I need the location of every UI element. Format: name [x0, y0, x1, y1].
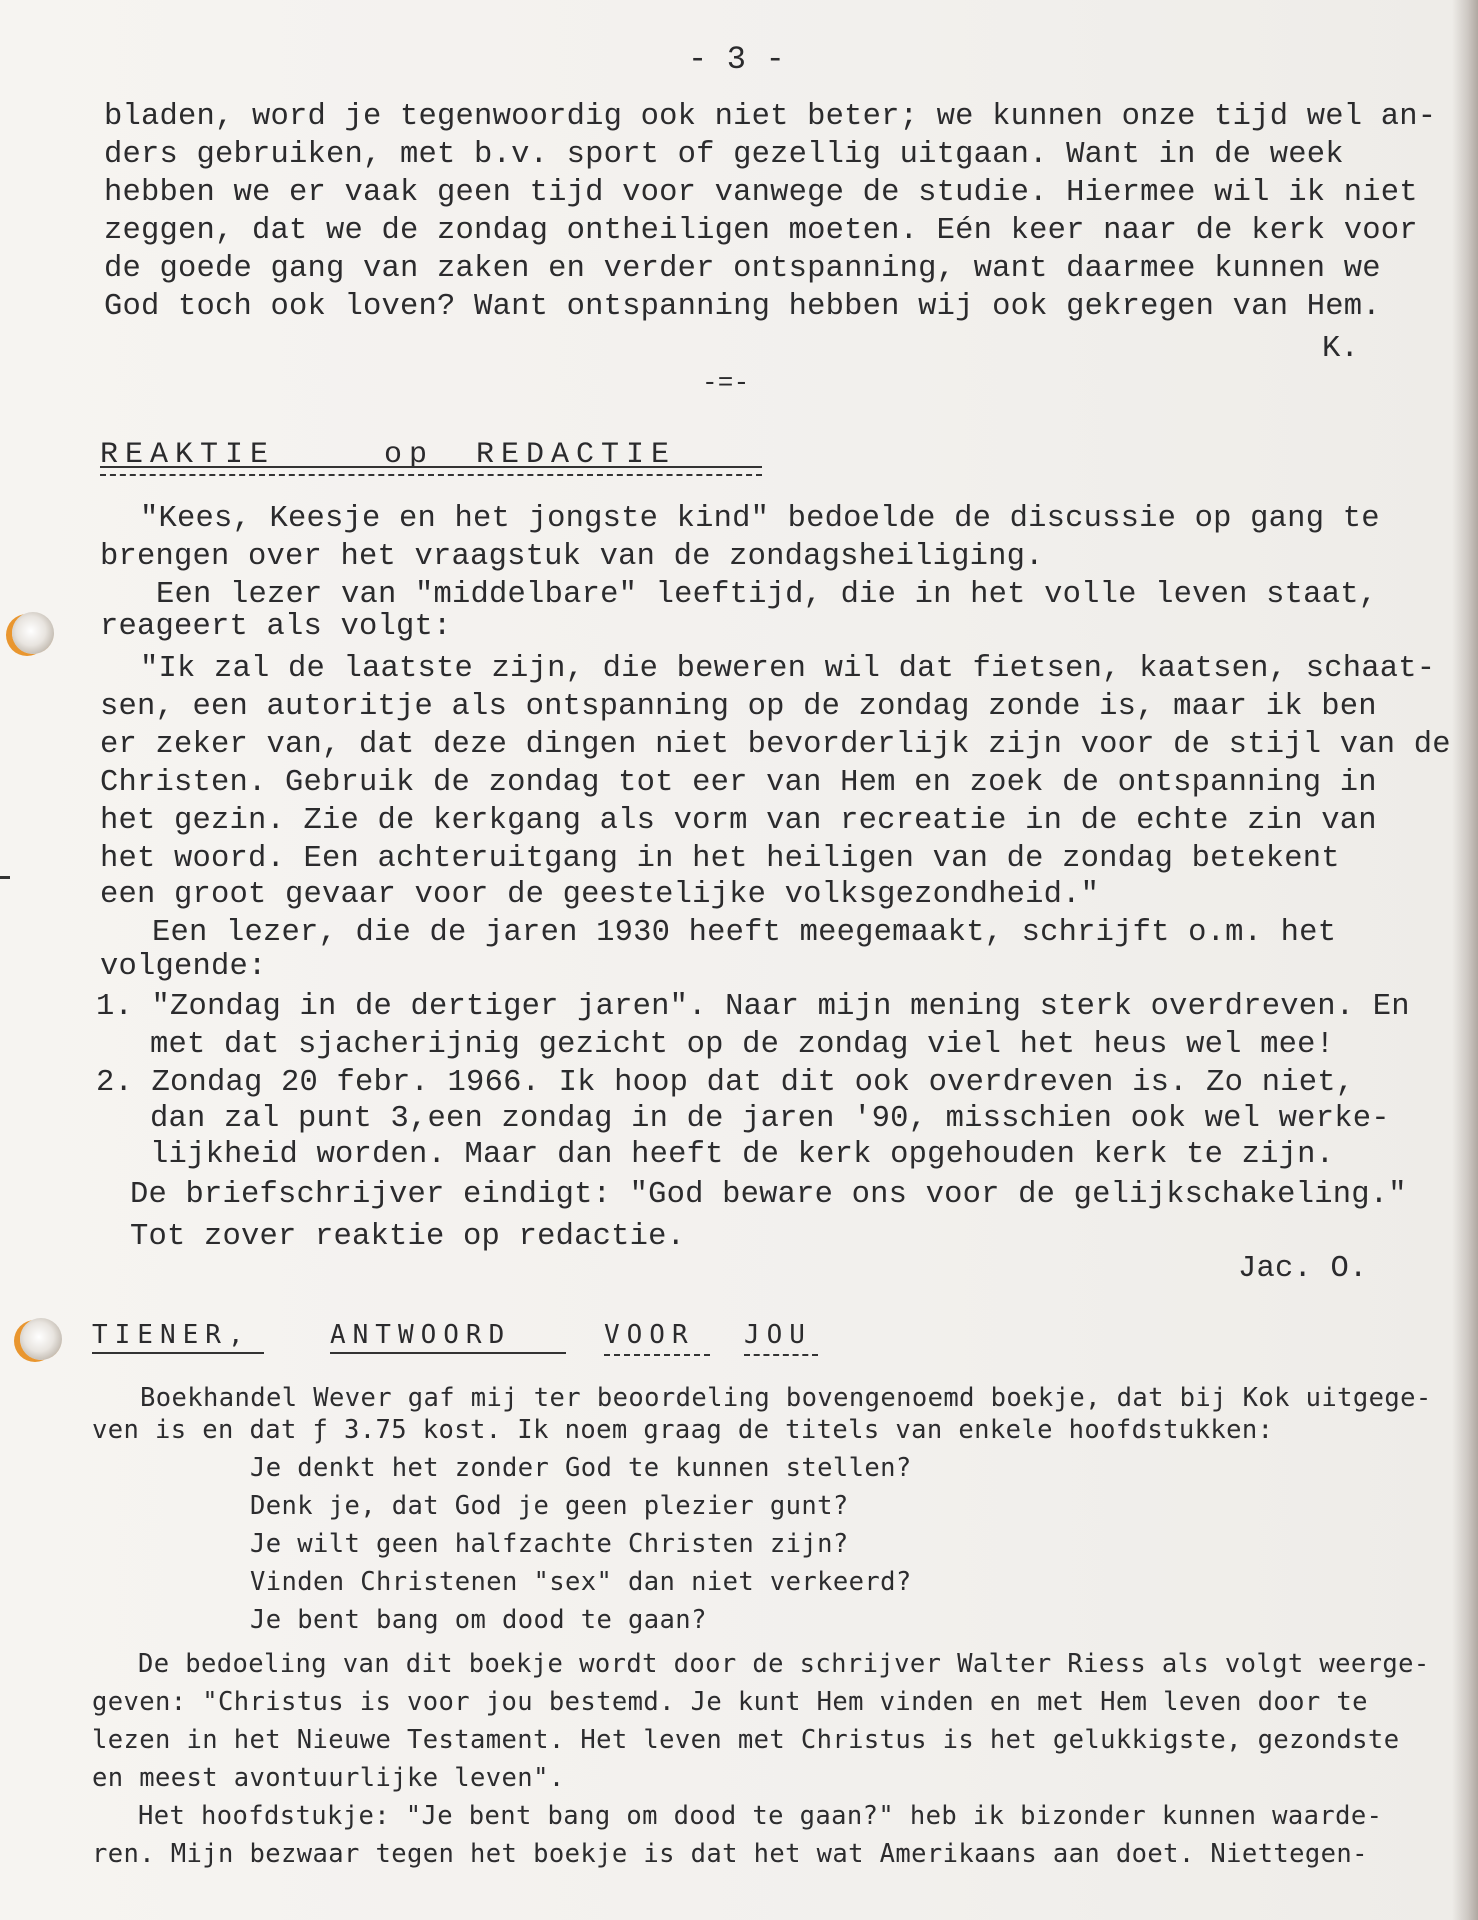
binding-mark: [0, 876, 10, 879]
reaktie-list-item-1: 1. "Zondag in de dertiger jaren". Naar mijn mening sterk overdreven. En: [96, 990, 1410, 1024]
continuation-line-6: God toch ook loven? Want ontspanning hebben wij ook gekregen van Hem.: [104, 290, 1381, 324]
reaktie-line-3: Een lezer van "middelbare" leeftijd, die in het volle leven staat,: [156, 578, 1378, 612]
tiener-chapter-title-4: Vinden Christenen "sex" dan niet verkeerd?: [250, 1567, 912, 1597]
reaktie-heading-underline-dashed: [100, 474, 762, 476]
reaktie-line-9: het gezin. Zie de kerkgang als vorm van recreatie in de echte zin van: [100, 804, 1377, 838]
reaktie-line-8: Christen. Gebruik de zondag tot eer van Hem en zoek de ontspanning in: [100, 766, 1377, 800]
reaktie-heading-word-2: op: [384, 438, 435, 472]
continuation-line-1: bladen, word je tegenwoordig ook niet beter; we kunnen onze tijd wel an-: [104, 100, 1437, 134]
reaktie-list-item-2-cont-1: dan zal punt 3,een zondag in de jaren '90, misschien ook wel werke-: [150, 1102, 1390, 1136]
continuation-signature: K.: [1322, 332, 1360, 366]
reaktie-heading-word-3: REDACTIE: [476, 438, 677, 472]
reaktie-closing-quote: De briefschrijver eindigt: "God beware ons voor de gelijkschakeling.": [130, 1178, 1407, 1212]
punch-hole-upper: [12, 612, 54, 654]
reaktie-line-1: "Kees, Keesje en het jongste kind" bedoelde de discussie op gang te: [140, 502, 1380, 536]
reaktie-line-5: "Ik zal de laatste zijn, die beweren wil dat fietsen, kaatsen, schaat-: [140, 652, 1436, 686]
tiener-heading-word-2: ANTWOORD: [330, 1320, 512, 1350]
reaktie-list-item-1-cont: met dat sjacherijnig gezicht op de zondag viel het heus wel mee!: [150, 1028, 1335, 1062]
reaktie-line-4: reageert als volgt:: [100, 610, 452, 644]
reaktie-line-13: volgende:: [100, 950, 267, 984]
tiener-line-5: lezen in het Nieuwe Testament. Het leven met Christus is het gelukkigste, gezondste: [92, 1725, 1400, 1755]
section-divider: -=-: [702, 368, 750, 398]
tiener-heading-underline-2: [330, 1352, 566, 1354]
tiener-heading-word-1: TIENER,: [92, 1320, 251, 1350]
reaktie-line-10: het woord. Een achteruitgang in het heiligen van de zondag betekent: [100, 842, 1340, 876]
tiener-chapter-title-2: Denk je, dat God je geen plezier gunt?: [250, 1491, 849, 1521]
tiener-line-1: Boekhandel Wever gaf mij ter beoordeling bovengenoemd boekje, dat bij Kok uitgege-: [140, 1383, 1432, 1413]
tiener-heading-word-3: VOOR: [604, 1320, 695, 1350]
tiener-heading-underline-4: [744, 1354, 818, 1356]
reaktie-closing: Tot zover reaktie op redactie.: [130, 1220, 686, 1254]
tiener-chapter-title-1: Je denkt het zonder God te kunnen stellen?: [250, 1453, 912, 1483]
reaktie-list-item-2-cont-2: lijkheid worden. Maar dan heeft de kerk opgehouden kerk te zijn.: [150, 1138, 1335, 1172]
tiener-line-6: en meest avontuurlijke leven".: [92, 1763, 565, 1793]
tiener-chapter-title-5: Je bent bang om dood te gaan?: [250, 1605, 707, 1635]
reaktie-line-12: Een lezer, die de jaren 1930 heeft meegemaakt, schrijft o.m. het: [152, 916, 1337, 950]
page-number: - 3 -: [688, 41, 786, 78]
reaktie-line-11: een groot gevaar voor de geestelijke volksgezondheid.": [100, 878, 1100, 912]
tiener-heading-underline-1: [92, 1352, 264, 1354]
tiener-heading-word-4: JOU: [744, 1320, 812, 1350]
reaktie-line-7: er zeker van, dat deze dingen niet bevorderlijk zijn voor de stijl van de: [100, 728, 1451, 762]
reaktie-signature: Jac. O.: [1238, 1252, 1368, 1286]
reaktie-heading-underline: [100, 466, 762, 468]
reaktie-list-item-2: 2. Zondag 20 febr. 1966. Ik hoop dat dit ook overdreven is. Zo niet,: [96, 1066, 1355, 1100]
reaktie-heading-word-1: REAKTIE: [100, 438, 276, 472]
continuation-line-2: ders gebruiken, met b.v. sport of gezellig uitgaan. Want in de week: [104, 138, 1344, 172]
tiener-line-2: ven is en dat ƒ 3.75 kost. Ik noem graag de titels van enkele hoofdstukken:: [92, 1415, 1274, 1445]
tiener-line-3: De bedoeling van dit boekje wordt door de schrijver Walter Riess als volgt weerge-: [138, 1649, 1430, 1679]
reaktie-line-6: sen, een autoritje als ontspanning op de zondag zonde is, maar ik ben: [100, 690, 1377, 724]
punch-hole-lower: [20, 1318, 62, 1360]
tiener-line-7: Het hoofdstukje: "Je bent bang om dood te gaan?" heb ik bizonder kunnen waarde-: [138, 1801, 1383, 1831]
page-edge-shadow: [1452, 0, 1478, 1920]
continuation-line-3: hebben we er vaak geen tijd voor vanwege de studie. Hiermee wil ik niet: [104, 176, 1418, 210]
tiener-heading-underline-3: [604, 1354, 710, 1356]
continuation-line-5: de goede gang van zaken en verder ontspanning, want daarmee kunnen we: [104, 252, 1381, 286]
tiener-line-4: geven: "Christus is voor jou bestemd. Je kunt Hem vinden en met Hem leven door te: [92, 1687, 1368, 1717]
tiener-line-8: ren. Mijn bezwaar tegen het boekje is dat het wat Amerikaans aan doet. Niettegen-: [92, 1839, 1368, 1869]
continuation-line-4: zeggen, dat we de zondag ontheiligen moeten. Eén keer naar de kerk voor: [104, 214, 1418, 248]
reaktie-line-2: brengen over het vraagstuk van de zondagsheiliging.: [100, 540, 1044, 574]
tiener-chapter-title-3: Je wilt geen halfzachte Christen zijn?: [250, 1529, 849, 1559]
